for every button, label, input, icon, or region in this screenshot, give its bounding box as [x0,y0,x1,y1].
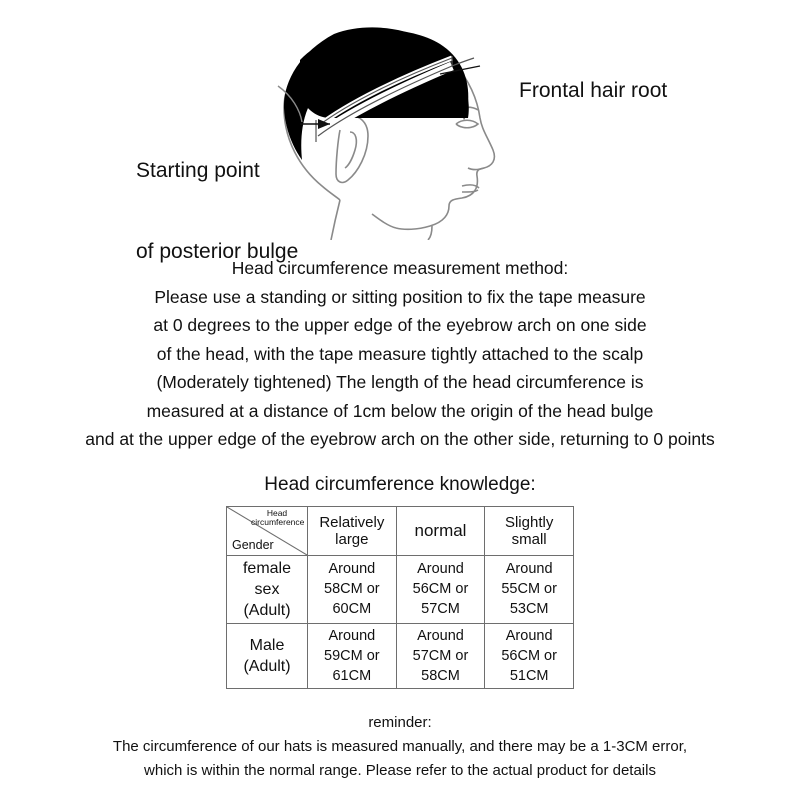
table-cell [308,623,397,688]
table-corner-cell [227,506,308,555]
table-cell [485,623,574,688]
table-cell [396,623,485,688]
label-frontal-hair-root-text: Frontal hair root [519,79,668,102]
table-column-header: Relatively large [308,506,397,555]
table-row-label [227,623,308,688]
instruction-line: at 0 degrees to the upper edge of the eyebrow arch on one side [153,315,647,335]
table-header-row [227,506,574,555]
row-label-line2: (Adult) [243,657,291,675]
corner-label-gender: Gender [232,537,274,552]
reminder-line: The circumference of our hats is measured manually, and there may be a 1-3CM error, [112,737,688,755]
row-label-line2: (Adult) [243,601,291,619]
label-frontal-hair-root [484,50,667,131]
cell-line2: 57CM or 58CM [412,647,469,684]
row-label-line1: female sex [242,559,292,598]
head-circumference-table [226,506,574,689]
cell-line1: Around [505,627,553,644]
head-profile-illustration [0,0,800,240]
instruction-line: (Moderately tightened) The length of the head circumference is [156,372,644,392]
instruction-line: Please use a standing or sitting position to fix the tape measure [154,286,646,307]
table-row [227,623,574,688]
table-column-header: normal [396,506,485,555]
table-row [227,555,574,623]
reminder-block [0,711,800,783]
row-label-line1: Male [249,636,285,654]
instructions-block [0,254,800,454]
label-starting-point [136,103,298,319]
instruction-line: of the head, with the tape measure tightly attached to the scalp [156,343,644,364]
cell-line2: 59CM or 61CM [324,647,380,684]
cell-line2: 55CM or 53CM [501,581,557,617]
table-column-header: Slightly small [485,506,574,555]
label-starting-point-line1: Starting point [136,159,260,182]
instruction-line: Head circumference measurement method: [231,258,569,278]
table-cell [396,555,485,623]
label-starting-point-line2: of posterior bulge [136,240,299,263]
table-cell [485,555,574,623]
cell-line2: 56CM or 57CM [412,581,469,617]
cell-line2: 56CM or 51CM [501,647,557,684]
instruction-line: measured at a distance of 1cm below the origin of the head bulge [146,400,654,421]
reminder-title: reminder: [368,713,432,731]
table-row-label [227,555,308,623]
head-measurement-diagram [0,0,800,263]
corner-label-head-circumference: Head circumference [251,507,305,527]
cell-line1: Around [417,561,464,577]
knowledge-title: Head circumference knowledge: [264,473,536,495]
cell-line1: Around [417,627,464,644]
instruction-line: and at the upper edge of the eyebrow arch on the other side, returning to 0 points [85,429,715,449]
cell-line1: Around [328,561,376,577]
cell-line1: Around [328,627,376,644]
table-cell [308,555,397,623]
cell-line2: 58CM or 60CM [324,581,380,617]
cell-line1: Around [505,561,553,577]
head-circumference-table-wrap [0,506,800,689]
reminder-line: which is within the normal range. Please refer to the actual product for details [144,761,656,779]
